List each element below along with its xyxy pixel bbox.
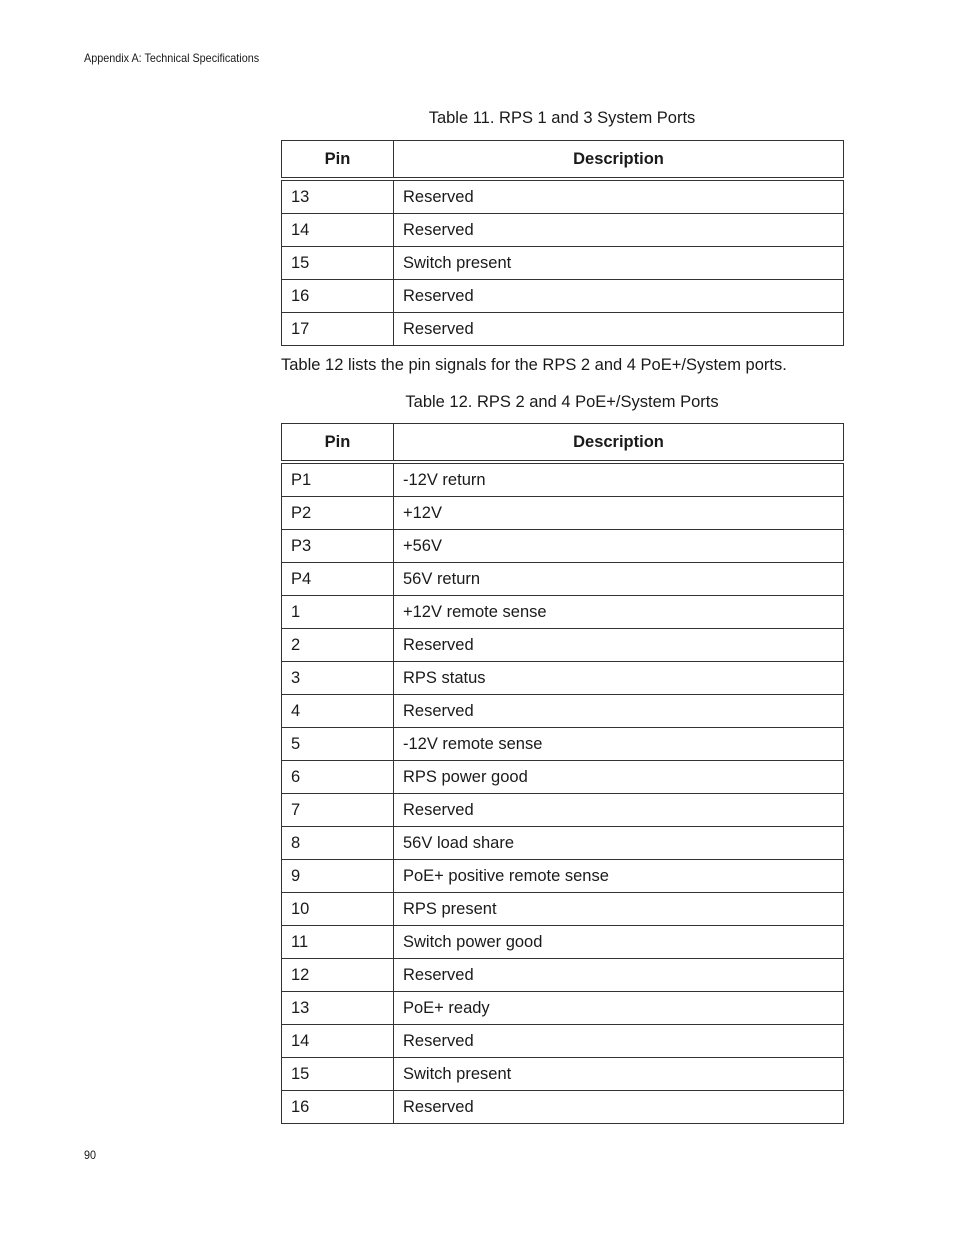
table12 <box>281 423 844 1124</box>
table-row <box>282 695 844 728</box>
description-cell: Reserved <box>394 695 844 728</box>
pin-cell: 9 <box>282 860 394 893</box>
description-cell: RPS present <box>394 893 844 926</box>
table11-header-description: Description <box>394 141 844 180</box>
pin-cell: P3 <box>282 530 394 563</box>
pin-cell: 16 <box>282 1091 394 1124</box>
description-cell: +56V <box>394 530 844 563</box>
description-cell: PoE+ ready <box>394 992 844 1025</box>
description-cell: PoE+ positive remote sense <box>394 860 844 893</box>
table-row <box>282 563 844 596</box>
pin-cell: 13 <box>282 992 394 1025</box>
intro-paragraph: Table 12 lists the pin signals for the RPS 2 and 4 PoE+/System ports. <box>281 356 787 374</box>
table-row <box>282 827 844 860</box>
pin-cell: 1 <box>282 596 394 629</box>
table-row <box>282 1058 844 1091</box>
description-cell: RPS power good <box>394 761 844 794</box>
pin-cell: 12 <box>282 959 394 992</box>
table-row <box>282 794 844 827</box>
pin-cell: 16 <box>282 280 394 313</box>
table-row <box>282 596 844 629</box>
pin-cell: 8 <box>282 827 394 860</box>
table-row <box>282 179 844 214</box>
description-cell: +12V remote sense <box>394 596 844 629</box>
description-cell: -12V return <box>394 462 844 497</box>
description-cell: Reserved <box>394 959 844 992</box>
description-cell: Reserved <box>394 794 844 827</box>
description-cell: Reserved <box>394 1091 844 1124</box>
description-cell: -12V remote sense <box>394 728 844 761</box>
description-cell: Reserved <box>394 629 844 662</box>
table-row <box>282 247 844 280</box>
pin-cell: 15 <box>282 1058 394 1091</box>
pin-cell: 5 <box>282 728 394 761</box>
pin-cell: 17 <box>282 313 394 346</box>
table-row <box>282 1091 844 1124</box>
description-cell: Reserved <box>394 1025 844 1058</box>
description-cell: RPS status <box>394 662 844 695</box>
table-row <box>282 530 844 563</box>
pin-cell: P2 <box>282 497 394 530</box>
description-cell: Reserved <box>394 179 844 214</box>
table-row <box>282 280 844 313</box>
table-row <box>282 662 844 695</box>
table12-caption: Table 12. RPS 2 and 4 PoE+/System Ports <box>405 393 719 411</box>
table11-caption: Table 11. RPS 1 and 3 System Ports <box>428 109 696 127</box>
pin-cell: 7 <box>282 794 394 827</box>
pin-cell: P4 <box>282 563 394 596</box>
pin-cell: 6 <box>282 761 394 794</box>
table11-header-pin: Pin <box>282 141 394 180</box>
pin-cell: 15 <box>282 247 394 280</box>
table12-header-description: Description <box>394 424 844 463</box>
description-cell: Switch power good <box>394 926 844 959</box>
table-row <box>282 761 844 794</box>
table-row <box>282 893 844 926</box>
table-row <box>282 728 844 761</box>
table-row <box>282 214 844 247</box>
table-row <box>282 926 844 959</box>
table12-header-pin: Pin <box>282 424 394 463</box>
table-row <box>282 1025 844 1058</box>
pin-cell: 2 <box>282 629 394 662</box>
table-row <box>282 313 844 346</box>
description-cell: Switch present <box>394 1058 844 1091</box>
pin-cell: 4 <box>282 695 394 728</box>
description-cell: Reserved <box>394 313 844 346</box>
pin-cell: 11 <box>282 926 394 959</box>
table11 <box>281 140 844 346</box>
table-row <box>282 860 844 893</box>
pin-cell: 14 <box>282 1025 394 1058</box>
table-row <box>282 992 844 1025</box>
table-row <box>282 629 844 662</box>
table11-header-row <box>282 141 844 180</box>
pin-cell: 14 <box>282 214 394 247</box>
description-cell: +12V <box>394 497 844 530</box>
table12-header-row <box>282 424 844 463</box>
table-row <box>282 497 844 530</box>
description-cell: 56V load share <box>394 827 844 860</box>
page-number: 90 <box>84 1148 97 1162</box>
pin-cell: P1 <box>282 462 394 497</box>
pin-cell: 3 <box>282 662 394 695</box>
table-row <box>282 959 844 992</box>
description-cell: Reserved <box>394 280 844 313</box>
pin-cell: 10 <box>282 893 394 926</box>
table-row <box>282 462 844 497</box>
description-cell: Switch present <box>394 247 844 280</box>
description-cell: Reserved <box>394 214 844 247</box>
pin-cell: 13 <box>282 179 394 214</box>
running-header: Appendix A: Technical Specifications <box>84 51 260 65</box>
description-cell: 56V return <box>394 563 844 596</box>
